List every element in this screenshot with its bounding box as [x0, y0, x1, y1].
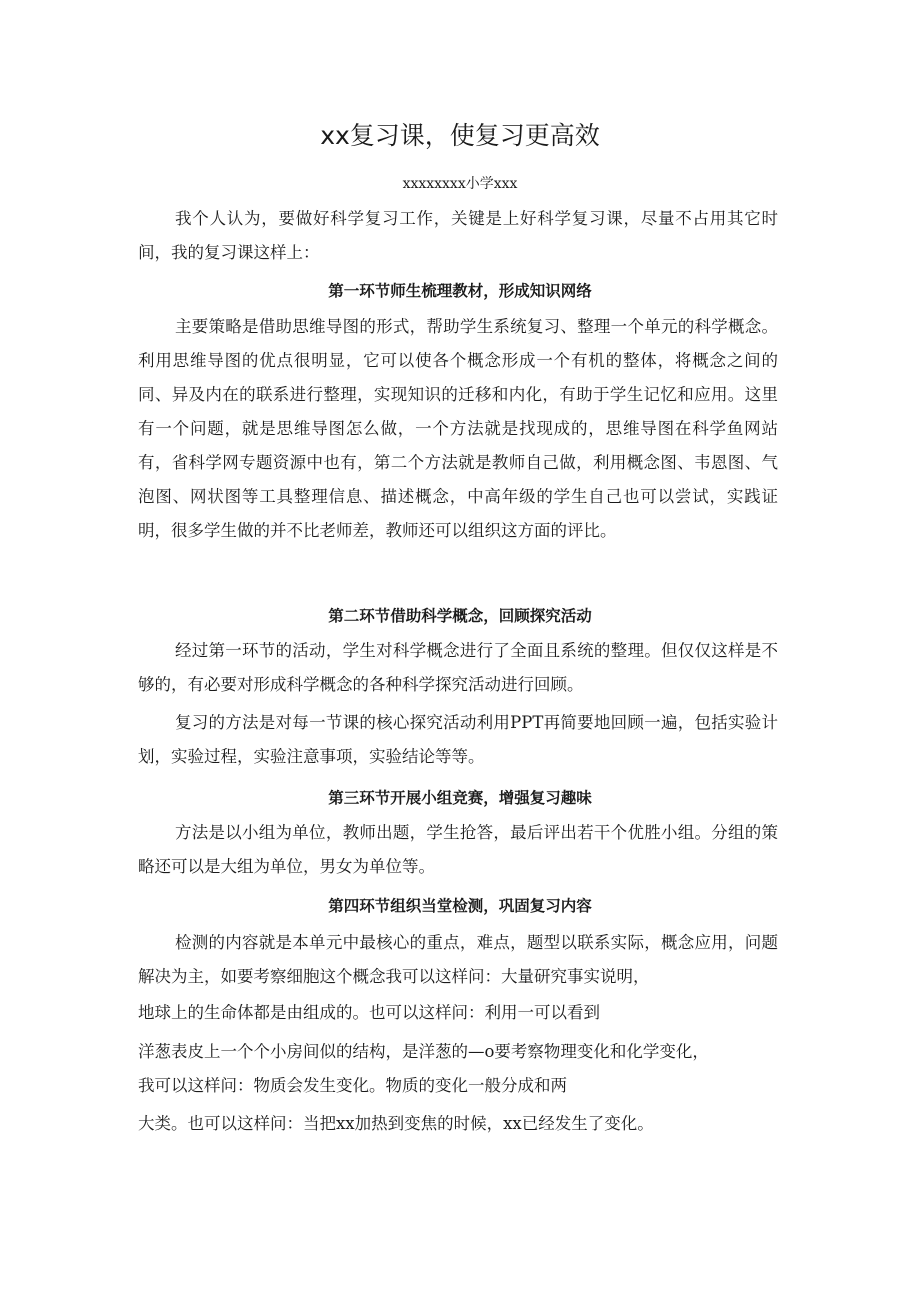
section-4-line-4: 大类。也可以这样问：当把xx加热到变焦的时候，xx已经发生了变化。: [138, 1114, 654, 1133]
intro-paragraph: 我个人认为，要做好科学复习工作，关键是上好科学复习课，尽量不占用其它时间，我的复习课这样上：: [138, 209, 778, 262]
section-2-paragraph-2: 复习的方法是对每一节课的核心探究活动利用PPT再简要地回顾一遍，包括实验计划，实验过程，实验注意事项，实验结论等等。: [138, 713, 778, 766]
section-4-heading: 第四环节组织当堂检测，巩固复习内容: [328, 897, 592, 915]
section-2-heading: 第二环节借助科学概念，回顾探究活动: [328, 607, 592, 625]
section-3-heading: 第三环节开展小组竞赛，增强复习趣味: [328, 789, 592, 807]
document-author: xxxxxxxx小学xxx: [402, 176, 518, 192]
section-3-paragraph-1: 方法是以小组为单位，教师出题，学生抢答，最后评出若干个优胜小组。分组的策略还可以是大组为单位，男女为单位等。: [138, 823, 778, 876]
section-1-heading: 第一环节师生梳理教材，形成知识网络: [328, 282, 592, 300]
section-4-paragraph-1: 检测的内容就是本单元中最核心的重点，难点，题型以联系实际，概念应用，问题解决为主，如要考察细胞这个概念我可以这样问：大量研究事实说明，: [138, 933, 778, 986]
section-2-paragraph-1: 经过第一环节的活动，学生对科学概念进行了全面且系统的整理。但仅仅这样是不够的，有必要对形成科学概念的各种科学探究活动进行回顾。: [138, 641, 778, 694]
section-4-line-1: 地球上的生命体都是由组成的。也可以这样问：利用一可以看到: [138, 1003, 600, 1022]
document-title: xx复习课，使复习更高效: [320, 121, 600, 150]
section-4-line-3: 我可以这样问：物质会发生变化。物质的变化一般分成和两: [138, 1076, 567, 1095]
section-4-line-2: 洋葱表皮上一个个小房间似的结构，是洋葱的—o要考察物理变化和化学变化，: [138, 1042, 709, 1061]
section-1-paragraph-1: 主要策略是借助思维导图的形式，帮助学生系统复习、整理一个单元的科学概念。利用思维导图的优点很明显，它可以使各个概念形成一个有机的整体，将概念之间的同、异及内在的联系进行整理，实现知识的迁移和内化，有助于学生记忆和应用。这里有一个问题，就是思维导图怎么做，一个方法就是找现成的，思维导图在科学鱼网站有，省科学网专题资源中也有，第二个方法就是教师自己做，利用概念图、韦恩图、气泡图、网状图等工具整理信息、描述概念，中高年级的学生自己也可以尝试，实践证明，很多学生做的并不比老师差，教师还可以组织这方面的评比。: [138, 317, 778, 540]
